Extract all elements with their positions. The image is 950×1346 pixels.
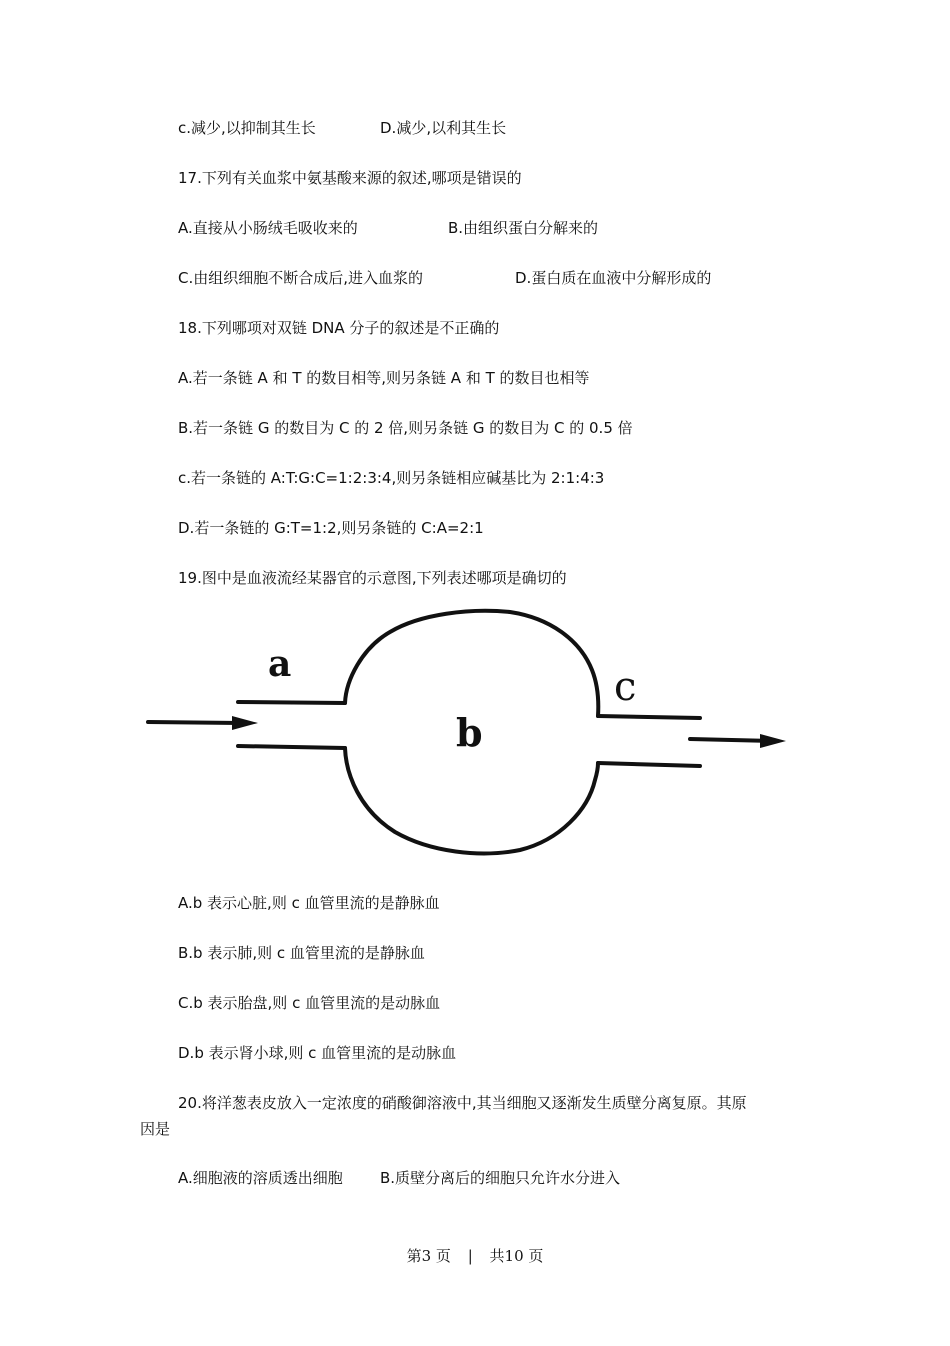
vessel-c-upper-wall (598, 716, 700, 718)
blood-flow-diagram (140, 600, 800, 865)
q20-option-a: A.细胞液的溶质透出细胞 (178, 1169, 343, 1187)
q20-option-b: B.质壁分离后的细胞只允许水分进入 (380, 1169, 621, 1187)
q16-option-d: D.减少,以利其生长 (380, 119, 507, 137)
q19-option-d: D.b 表示肾小球,则 c 血管里流的是动脉血 (178, 1044, 457, 1062)
q17-option-a: A.直接从小肠绒毛吸收来的 (178, 219, 358, 237)
q18-question: 18.下列哪项对双链 DNA 分子的叙述是不正确的 (178, 319, 500, 337)
q19-option-c: C.b 表示胎盘,则 c 血管里流的是动脉血 (178, 994, 441, 1012)
outflow-arrow-shaft (690, 739, 772, 741)
q16-option-c: c.减少,以抑制其生长 (178, 119, 316, 137)
organ-b-upper-wall (345, 611, 598, 716)
footer-separator: | (467, 1247, 473, 1265)
q18-option-d: D.若一条链的 G:T=1:2,则另条链的 C:A=2:1 (178, 519, 484, 537)
q17-question: 17.下列有关血浆中氨基酸来源的叙述,哪项是错误的 (178, 169, 522, 187)
inflow-arrow-head (232, 716, 258, 730)
q17-option-d: D.蛋白质在血液中分解形成的 (515, 269, 712, 287)
organ-b-lower-wall (345, 748, 598, 853)
q17-option-c: C.由组织细胞不断合成后,进入血浆的 (178, 269, 424, 287)
diagram-label-a: a (268, 643, 292, 685)
page-footer (0, 1246, 950, 1266)
inflow-arrow-shaft (148, 722, 240, 723)
diagram-label-c: c (614, 664, 637, 710)
q19-question: 19.图中是血液流经某器官的示意图,下列表述哪项是确切的 (178, 569, 567, 587)
q18-option-a: A.若一条链 A 和 T 的数目相等,则另条链 A 和 T 的数目也相等 (178, 369, 590, 387)
vessel-a-upper-wall (238, 702, 345, 703)
diagram-label-b: b (456, 710, 483, 755)
q18-option-b: B.若一条链 G 的数目为 C 的 2 倍,则另条链 G 的数目为 C 的 0.5 倍 (178, 419, 633, 437)
outflow-arrow-head (760, 734, 786, 748)
q17-option-b: B.由组织蛋白分解来的 (448, 219, 599, 237)
vessel-a-lower-wall (238, 746, 345, 748)
q20-question-line2: 因是 (140, 1120, 171, 1138)
footer-page-number: 第3 页 (406, 1247, 451, 1265)
footer-total-pages: 共10 页 (489, 1247, 544, 1265)
q18-option-c: c.若一条链的 A:T:G:C=1:2:3:4,则另条链相应碱基比为 2:1:4:3 (178, 469, 605, 487)
q19-option-b: B.b 表示肺,则 c 血管里流的是静脉血 (178, 944, 425, 962)
q20-question-line1: 20.将洋葱表皮放入一定浓度的硝酸御溶液中,其当细胞又逐渐发生质壁分离复原。其原 (178, 1094, 747, 1112)
vessel-c-lower-wall (598, 763, 700, 766)
q19-option-a: A.b 表示心脏,则 c 血管里流的是静脉血 (178, 894, 440, 912)
